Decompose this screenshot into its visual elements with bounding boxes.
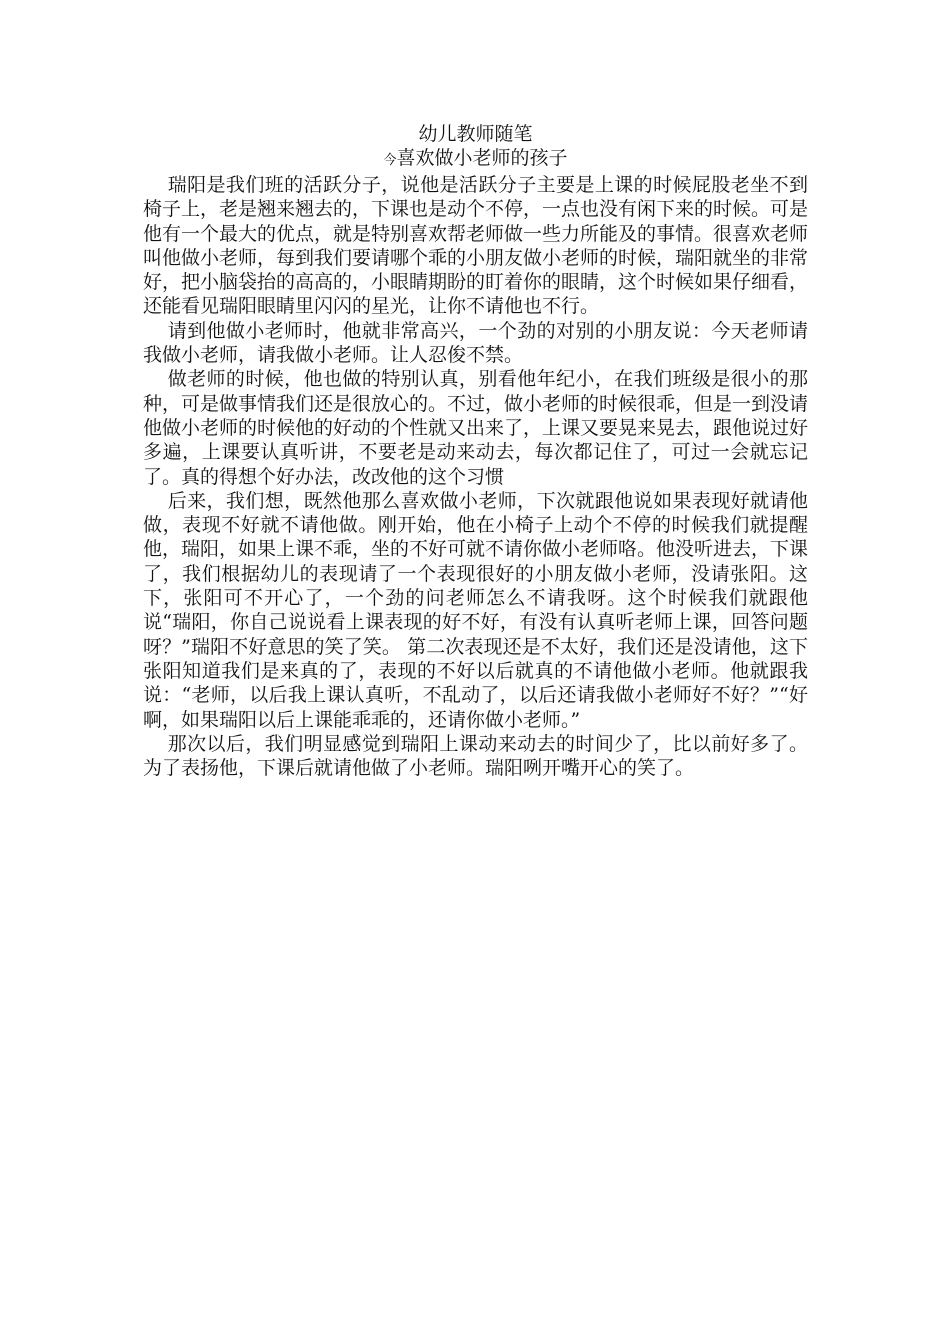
paragraph-5: 那次以后，我们明显感觉到瑞阳上课动来动去的时间少了，比以前好多了。为了表扬他，下课后就请他做了小老师。瑞阳咧开嘴开心的笑了。 (143, 732, 808, 780)
paragraph-4: 后来，我们想，既然他那么喜欢做小老师，下次就跟他说如果表现好就请他做，表现不好就不请他做。刚开始，他在小椅子上动个不停的时候我们就提醒他，瑞阳，如果上课不乖，坐的不好可就不请你做小老师咯。他没听进去，下课了，我们根据幼儿的表现请了一个表现很好的小朋友做小老师，没请张阳。这下，张阳可不开心了，一个劲的问老师怎么不请我呀。这个时候我们就跟他说“瑞阳，你自己说说看上课表现的好不好，有没有认真听老师上课，回答问题呀？”瑞阳不好意思的笑了笑。 第二次表现还是不太好，我们还是没请他，这下张阳知道我们是来真的了，表现的不好以后就真的不请他做小老师。他就跟我说：“老师，以后我上课认真听，不乱动了，以后还请我做小老师好不好？”“好啊，如果瑞阳以后上课能乖乖的，还请你做小老师。” (143, 489, 809, 731)
paragraph-2: 请到他做小老师时，他就非常高兴，一个劲的对别的小朋友说：今天老师请我做小老师，请我做小老师。让人忍俊不禁。 (143, 319, 808, 367)
document-subtitle (143, 146, 808, 173)
document-body (143, 122, 808, 780)
paragraph-1: 瑞阳是我们班的活跃分子，说他是活跃分子主要是上课的时候屁股老坐不到椅子上，老是翘来翘去的，下课也是动个不停，一点也没有闲下来的时候。可是他有一个最大的优点，就是特别喜欢帮老师做一些力所能及的事情。很喜欢老师叫他做小老师，每到我们要请哪个乖的小朋友做小老师的时候，瑞阳就坐的非常好，把小脑袋抬的高高的，小眼睛期盼的盯着你的眼睛，这个时候如果仔细看，还能看见瑞阳眼睛里闪闪的星光，让你不请他也不行。 (143, 174, 809, 318)
subtitle-text: 喜欢做小老师的孩子 (396, 147, 568, 169)
subtitle-prefix: 今 (383, 153, 397, 168)
document-title: 幼儿教师随笔 (418, 123, 533, 145)
paragraph-3: 做老师的时候，他也做的特别认真，别看他年纪小，在我们班级是很小的那种，可是做事情我们还是很放心的。不过，做小老师的时候很乖，但是一到没请他做小老师的时候他的好动的个性就又出来了，上课又要晃来晃去，跟他说过好多遍，上课要认真听讲，不要老是动来动去，每次都记住了，可过一会就忘记了。真的得想个好办法，改改他的这个习惯 (143, 368, 809, 488)
